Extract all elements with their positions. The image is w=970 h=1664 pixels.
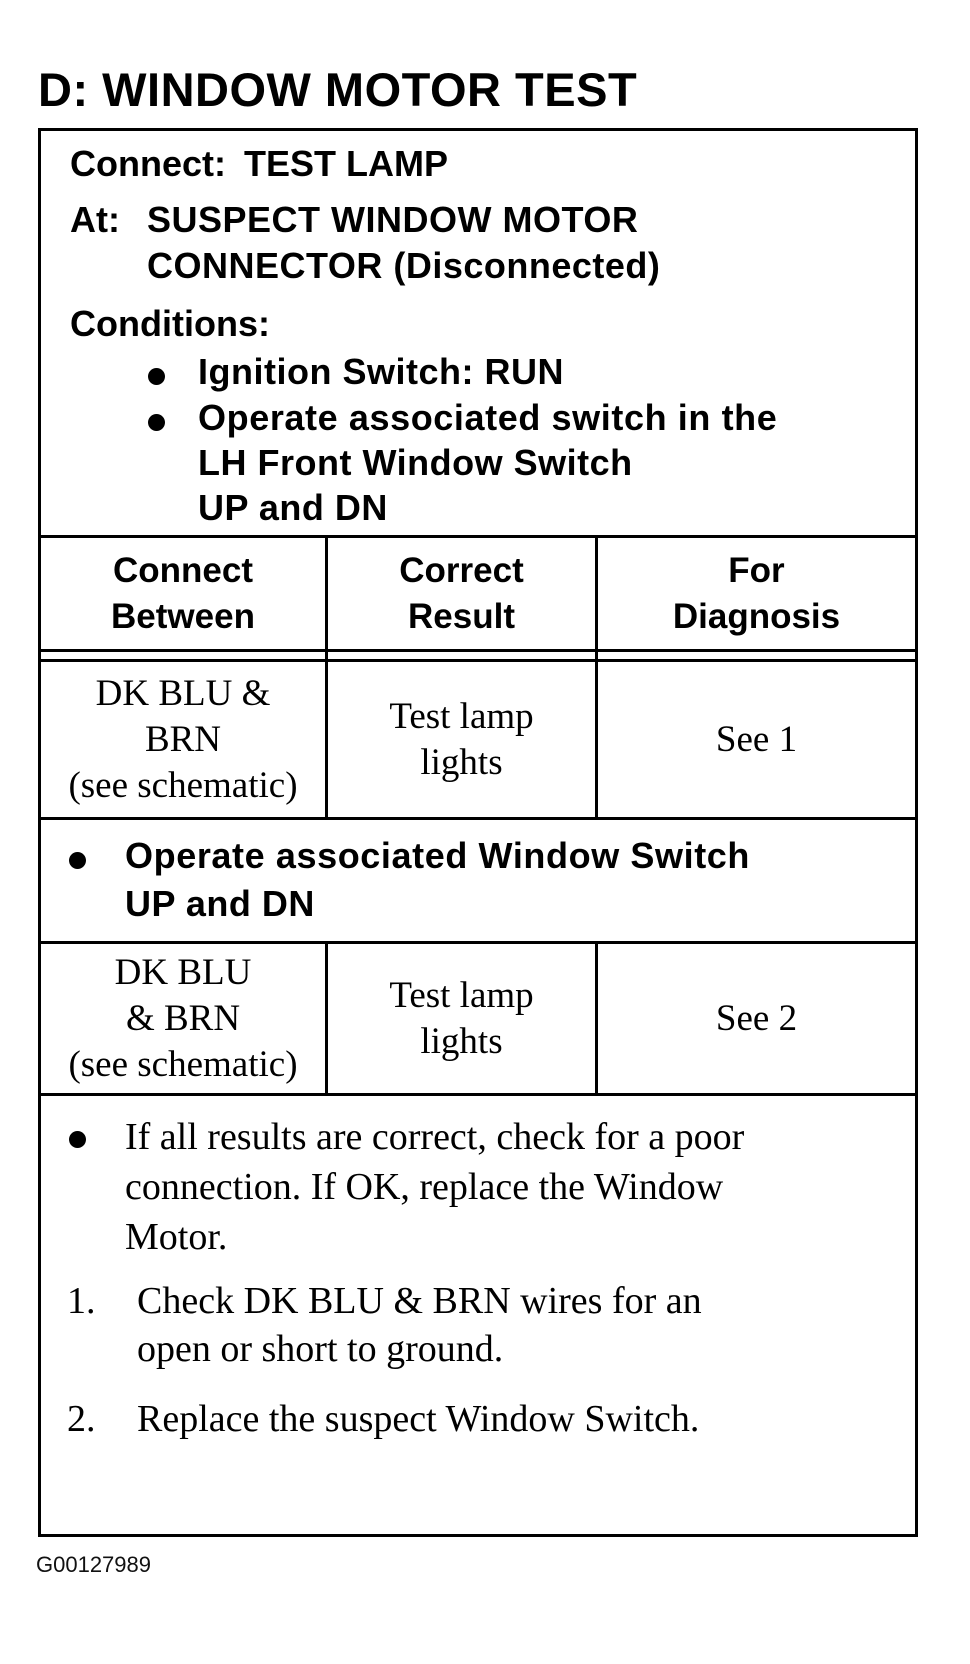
bullet-icon — [148, 368, 165, 385]
divider — [41, 649, 915, 652]
at-label: At: — [70, 199, 120, 240]
at-value-line1: SUSPECT WINDOW MOTOR — [147, 199, 639, 240]
test-table-frame — [38, 128, 918, 1537]
header-correct-result — [328, 538, 595, 649]
note-number: 2. — [67, 1398, 96, 1440]
header-for-diagnosis — [598, 538, 915, 649]
cell-text: BRN — [144, 718, 222, 760]
connect-label: Connect: — [70, 143, 226, 184]
cell-text: lights — [420, 741, 503, 783]
divider — [41, 1093, 915, 1096]
cell-text: DK BLU & — [95, 672, 271, 714]
note-item-line: Check DK BLU & BRN wires for an — [137, 1280, 702, 1322]
bullet-icon — [69, 1131, 86, 1148]
row-2-result — [328, 944, 595, 1093]
condition-2-line: LH Front Window Switch — [198, 442, 633, 483]
header-text: Result — [408, 596, 515, 636]
cell-text: See 1 — [715, 718, 798, 760]
header-text: For — [728, 550, 785, 590]
row-1-diagnosis — [598, 662, 915, 817]
divider — [41, 817, 915, 820]
mid-step-line1: Operate associated Window Switch — [125, 835, 751, 876]
mid-step-line2: UP and DN — [125, 883, 315, 924]
row-2-diagnosis — [598, 944, 915, 1093]
note-bullet-line: connection. If OK, replace the Window — [125, 1166, 724, 1208]
condition-2-line: Operate associated switch in the — [198, 397, 778, 438]
cell-text: Test lamp — [389, 695, 534, 737]
conditions-label: Conditions: — [70, 303, 270, 344]
header-text: Diagnosis — [672, 596, 841, 636]
note-number: 1. — [67, 1280, 96, 1322]
cell-text: (see schematic) — [68, 764, 298, 806]
header-text: Connect — [113, 550, 253, 590]
row-1-connect — [41, 662, 325, 817]
header-connect-between — [41, 538, 325, 649]
bullet-icon — [148, 414, 165, 431]
bullet-icon — [69, 852, 86, 869]
condition-2-line: UP and DN — [198, 487, 388, 528]
note-bullet-line: Motor. — [125, 1216, 228, 1258]
header-text: Between — [111, 596, 255, 636]
note-bullet-line: If all results are correct, check for a poor — [125, 1116, 745, 1158]
page-title: D: WINDOW MOTOR TEST — [38, 63, 638, 116]
cell-text: (see schematic) — [68, 1043, 298, 1085]
header-text: Correct — [399, 550, 524, 590]
connect-line — [70, 143, 448, 185]
cell-text: Test lamp — [389, 974, 534, 1016]
cell-text: & BRN — [125, 997, 241, 1039]
cell-text: lights — [420, 1020, 503, 1062]
cell-text: DK BLU — [114, 951, 252, 993]
note-item-line: open or short to ground. — [137, 1328, 504, 1370]
figure-id: G00127989 — [36, 1552, 151, 1577]
at-value-line2: CONNECTOR (Disconnected) — [147, 245, 661, 286]
cell-text: See 2 — [715, 997, 798, 1039]
note-item-line: Replace the suspect Window Switch. — [137, 1398, 700, 1440]
condition-1-line: Ignition Switch: RUN — [198, 351, 564, 392]
connect-value: TEST LAMP — [244, 143, 449, 184]
row-2-connect — [41, 944, 325, 1093]
row-1-result — [328, 662, 595, 817]
